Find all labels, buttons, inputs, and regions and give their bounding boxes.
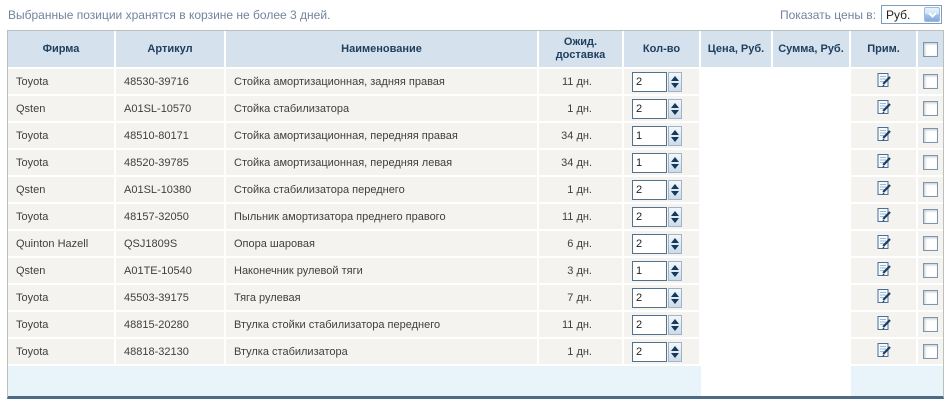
name-cell: Тяга рулевая bbox=[226, 285, 539, 312]
quantity-input[interactable] bbox=[632, 288, 667, 308]
price-cell bbox=[701, 285, 773, 312]
brand-cell: Toyota bbox=[8, 312, 116, 339]
header-checkbox-cell bbox=[918, 31, 943, 69]
sum-cell bbox=[773, 258, 851, 285]
qty-cell bbox=[624, 258, 701, 285]
quantity-input[interactable] bbox=[632, 153, 667, 173]
row-checkbox[interactable] bbox=[923, 155, 938, 170]
top-bar bbox=[0, 0, 949, 28]
spin-up-icon[interactable] bbox=[671, 157, 679, 162]
check-cell bbox=[918, 312, 943, 339]
row-checkbox[interactable] bbox=[923, 344, 938, 359]
edit-note-icon[interactable] bbox=[876, 288, 892, 307]
spin-up-icon[interactable] bbox=[671, 346, 679, 351]
price-cell bbox=[701, 96, 773, 123]
price-cell bbox=[701, 312, 773, 339]
row-checkbox[interactable] bbox=[923, 317, 938, 332]
article-cell: A01SL-10380 bbox=[116, 177, 226, 204]
header-name: Наименование bbox=[226, 31, 539, 69]
name-cell: Пыльник амортизатора преднего правого bbox=[226, 204, 539, 231]
quantity-stepper bbox=[632, 180, 682, 200]
note-cell bbox=[851, 231, 918, 258]
sum-cell bbox=[773, 339, 851, 366]
header-note: Прим. bbox=[851, 31, 918, 69]
quantity-input[interactable] bbox=[632, 126, 667, 146]
brand-cell: Qsten bbox=[8, 258, 116, 285]
spinner-buttons bbox=[668, 234, 682, 254]
qty-cell bbox=[624, 285, 701, 312]
row-checkbox[interactable] bbox=[923, 290, 938, 305]
sum-cell bbox=[773, 123, 851, 150]
currency-select-value: Руб. bbox=[886, 7, 911, 22]
article-cell: A01TE-10540 bbox=[116, 258, 226, 285]
table-row bbox=[8, 231, 943, 258]
spin-down-icon[interactable] bbox=[671, 164, 679, 169]
article-cell: 45503-39175 bbox=[116, 285, 226, 312]
spin-up-icon[interactable] bbox=[671, 76, 679, 81]
currency-select[interactable] bbox=[881, 5, 942, 24]
delivery-cell: 11 дн. bbox=[539, 312, 624, 339]
spin-up-icon[interactable] bbox=[671, 265, 679, 270]
note-cell bbox=[851, 177, 918, 204]
spin-up-icon[interactable] bbox=[671, 211, 679, 216]
table-row bbox=[8, 204, 943, 231]
quantity-stepper bbox=[632, 72, 682, 92]
brand-cell: Toyota bbox=[8, 285, 116, 312]
quantity-input[interactable] bbox=[632, 207, 667, 227]
spin-up-icon[interactable] bbox=[671, 292, 679, 297]
delivery-cell: 7 дн. bbox=[539, 285, 624, 312]
table-row bbox=[8, 312, 943, 339]
spin-down-icon[interactable] bbox=[671, 353, 679, 358]
qty-cell bbox=[624, 312, 701, 339]
row-checkbox[interactable] bbox=[923, 128, 938, 143]
spinner-buttons bbox=[668, 315, 682, 335]
brand-cell: Toyota bbox=[8, 150, 116, 177]
article-cell: 48818-32130 bbox=[116, 339, 226, 366]
delivery-cell: 3 дн. bbox=[539, 258, 624, 285]
brand-cell: Toyota bbox=[8, 123, 116, 150]
table-row bbox=[8, 96, 943, 123]
spinner-buttons bbox=[668, 126, 682, 146]
spin-up-icon[interactable] bbox=[671, 130, 679, 135]
note-cell bbox=[851, 258, 918, 285]
article-cell: 48815-20280 bbox=[116, 312, 226, 339]
row-checkbox[interactable] bbox=[923, 182, 938, 197]
qty-cell bbox=[624, 204, 701, 231]
header-sum: Сумма, Руб. bbox=[773, 31, 851, 69]
spinner-buttons bbox=[668, 207, 682, 227]
spin-down-icon[interactable] bbox=[671, 137, 679, 142]
spin-down-icon[interactable] bbox=[671, 191, 679, 196]
note-cell bbox=[851, 69, 918, 96]
quantity-stepper bbox=[632, 342, 682, 362]
spinner-buttons bbox=[668, 342, 682, 362]
price-cell bbox=[701, 69, 773, 96]
row-checkbox[interactable] bbox=[923, 209, 938, 224]
edit-note-icon[interactable] bbox=[876, 99, 892, 118]
spin-down-icon[interactable] bbox=[671, 245, 679, 250]
select-all-checkbox[interactable] bbox=[923, 42, 938, 57]
note-cell bbox=[851, 150, 918, 177]
price-cell bbox=[701, 150, 773, 177]
quantity-input[interactable] bbox=[632, 180, 667, 200]
row-checkbox[interactable] bbox=[923, 236, 938, 251]
currency-chooser bbox=[780, 5, 942, 24]
article-cell: QSJ1809S bbox=[116, 231, 226, 258]
quantity-stepper bbox=[632, 153, 682, 173]
quantity-input[interactable] bbox=[632, 342, 667, 362]
delivery-cell: 34 дн. bbox=[539, 123, 624, 150]
quantity-input[interactable] bbox=[632, 99, 667, 119]
quantity-stepper bbox=[632, 288, 682, 308]
spin-down-icon[interactable] bbox=[671, 299, 679, 304]
article-cell: 48530-39716 bbox=[116, 69, 226, 96]
quantity-input[interactable] bbox=[632, 315, 667, 335]
cart-table bbox=[8, 31, 943, 396]
row-checkbox[interactable] bbox=[923, 263, 938, 278]
note-cell bbox=[851, 339, 918, 366]
note-cell bbox=[851, 204, 918, 231]
spin-up-icon[interactable] bbox=[671, 184, 679, 189]
table-row bbox=[8, 69, 943, 96]
brand-cell: Toyota bbox=[8, 339, 116, 366]
qty-cell bbox=[624, 69, 701, 96]
brand-cell: Toyota bbox=[8, 69, 116, 96]
edit-note-icon[interactable] bbox=[876, 261, 892, 280]
note-cell bbox=[851, 312, 918, 339]
table-row bbox=[8, 285, 943, 312]
spin-down-icon[interactable] bbox=[671, 110, 679, 115]
delivery-cell: 1 дн. bbox=[539, 177, 624, 204]
price-cell bbox=[701, 231, 773, 258]
quantity-stepper bbox=[632, 126, 682, 146]
edit-note-icon[interactable] bbox=[876, 153, 892, 172]
note-cell bbox=[851, 123, 918, 150]
check-cell bbox=[918, 285, 943, 312]
spinner-buttons bbox=[668, 72, 682, 92]
check-cell bbox=[918, 96, 943, 123]
delivery-cell: 34 дн. bbox=[539, 150, 624, 177]
price-cell bbox=[701, 204, 773, 231]
article-cell: 48157-32050 bbox=[116, 204, 226, 231]
edit-note-icon[interactable] bbox=[876, 126, 892, 145]
cart-note: Выбранные позиции хранятся в корзине не более 3 дней. bbox=[8, 7, 331, 22]
check-cell bbox=[918, 177, 943, 204]
price-cell bbox=[701, 339, 773, 366]
spin-down-icon[interactable] bbox=[671, 326, 679, 331]
currency-label: Показать цены в: bbox=[779, 7, 876, 22]
qty-cell bbox=[624, 150, 701, 177]
cart-table-wrapper bbox=[7, 30, 944, 399]
note-cell bbox=[851, 285, 918, 312]
edit-note-icon[interactable] bbox=[876, 180, 892, 199]
brand-cell: Qsten bbox=[8, 96, 116, 123]
sum-cell bbox=[773, 69, 851, 96]
name-cell: Наконечник рулевой тяги bbox=[226, 258, 539, 285]
check-cell bbox=[918, 150, 943, 177]
check-cell bbox=[918, 204, 943, 231]
spinner-buttons bbox=[668, 288, 682, 308]
qty-cell bbox=[624, 123, 701, 150]
article-cell: A01SL-10570 bbox=[116, 96, 226, 123]
check-cell bbox=[918, 123, 943, 150]
header-qty: Кол-во bbox=[624, 31, 701, 69]
name-cell: Втулка стабилизатора bbox=[226, 339, 539, 366]
name-cell: Стойка амортизационная, передняя правая bbox=[226, 123, 539, 150]
article-cell: 48520-39785 bbox=[116, 150, 226, 177]
row-checkbox[interactable] bbox=[923, 74, 938, 89]
spin-up-icon[interactable] bbox=[671, 238, 679, 243]
quantity-stepper bbox=[632, 207, 682, 227]
table-row bbox=[8, 150, 943, 177]
edit-note-icon[interactable] bbox=[876, 72, 892, 91]
spin-down-icon[interactable] bbox=[671, 218, 679, 223]
brand-cell: Toyota bbox=[8, 204, 116, 231]
spinner-buttons bbox=[668, 261, 682, 281]
table-row bbox=[8, 123, 943, 150]
article-cell: 48510-80171 bbox=[116, 123, 226, 150]
spin-down-icon[interactable] bbox=[671, 83, 679, 88]
qty-cell bbox=[624, 231, 701, 258]
quantity-stepper bbox=[632, 315, 682, 335]
sum-cell bbox=[773, 285, 851, 312]
quantity-input[interactable] bbox=[632, 261, 667, 281]
table-row bbox=[8, 339, 943, 366]
table-row bbox=[8, 177, 943, 204]
quantity-stepper bbox=[632, 234, 682, 254]
spinner-buttons bbox=[668, 180, 682, 200]
quantity-input[interactable] bbox=[632, 234, 667, 254]
delivery-cell: 1 дн. bbox=[539, 339, 624, 366]
price-cell bbox=[701, 258, 773, 285]
sum-cell bbox=[773, 96, 851, 123]
name-cell: Стойка амортизационная, задняя правая bbox=[226, 69, 539, 96]
edit-note-icon[interactable] bbox=[876, 342, 892, 361]
chevron-down-icon bbox=[924, 7, 940, 22]
header-brand: Фирма bbox=[8, 31, 116, 69]
name-cell: Стойка стабилизатора bbox=[226, 96, 539, 123]
delivery-cell: 1 дн. bbox=[539, 96, 624, 123]
spin-up-icon[interactable] bbox=[671, 103, 679, 108]
quantity-stepper bbox=[632, 99, 682, 119]
header-delivery: Ожид. доставка bbox=[539, 31, 624, 69]
spinner-buttons bbox=[668, 153, 682, 173]
delivery-cell: 6 дн. bbox=[539, 231, 624, 258]
sum-cell bbox=[773, 150, 851, 177]
sum-cell bbox=[773, 177, 851, 204]
header-price: Цена, Руб. bbox=[701, 31, 773, 69]
note-cell bbox=[851, 96, 918, 123]
footer-row bbox=[8, 366, 943, 396]
edit-note-icon[interactable] bbox=[876, 207, 892, 226]
quantity-input[interactable] bbox=[632, 72, 667, 92]
table-row bbox=[8, 258, 943, 285]
delivery-cell: 11 дн. bbox=[539, 204, 624, 231]
qty-cell bbox=[624, 177, 701, 204]
price-cell bbox=[701, 177, 773, 204]
spinner-buttons bbox=[668, 99, 682, 119]
sum-cell bbox=[773, 204, 851, 231]
sum-cell bbox=[773, 231, 851, 258]
name-cell: Стойка амортизационная, передняя левая bbox=[226, 150, 539, 177]
row-checkbox[interactable] bbox=[923, 101, 938, 116]
check-cell bbox=[918, 231, 943, 258]
check-cell bbox=[918, 258, 943, 285]
spin-down-icon[interactable] bbox=[671, 272, 679, 277]
name-cell: Опора шаровая bbox=[226, 231, 539, 258]
qty-cell bbox=[624, 339, 701, 366]
price-cell bbox=[701, 123, 773, 150]
edit-note-icon[interactable] bbox=[876, 234, 892, 253]
spin-up-icon[interactable] bbox=[671, 319, 679, 324]
qty-cell bbox=[624, 96, 701, 123]
brand-cell: Quinton Hazell bbox=[8, 231, 116, 258]
cart-table-body bbox=[8, 69, 943, 366]
check-cell bbox=[918, 69, 943, 96]
name-cell: Стойка стабилизатора переднего bbox=[226, 177, 539, 204]
quantity-stepper bbox=[632, 261, 682, 281]
sum-cell bbox=[773, 312, 851, 339]
header-row bbox=[8, 31, 943, 69]
edit-note-icon[interactable] bbox=[876, 315, 892, 334]
header-article: Артикул bbox=[116, 31, 226, 69]
delivery-cell: 11 дн. bbox=[539, 69, 624, 96]
check-cell bbox=[918, 339, 943, 366]
brand-cell: Qsten bbox=[8, 177, 116, 204]
name-cell: Втулка стойки стабилизатора переднего bbox=[226, 312, 539, 339]
